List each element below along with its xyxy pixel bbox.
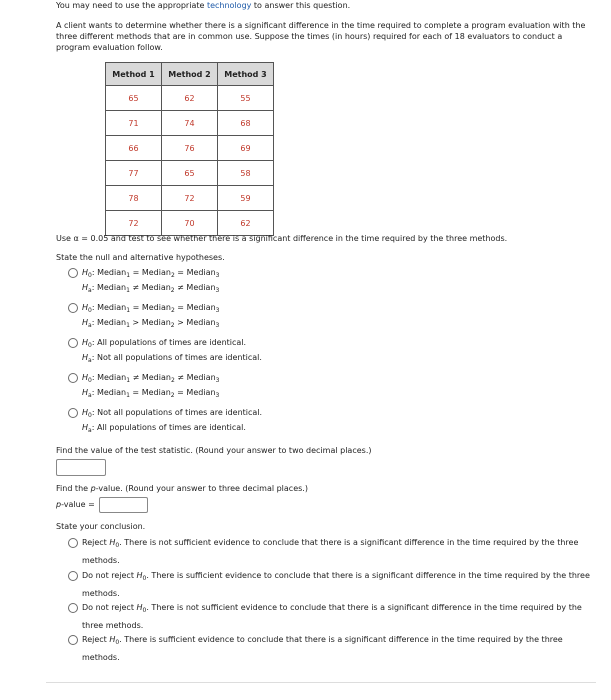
radio-button[interactable]: [68, 603, 78, 613]
table-cell: 55: [218, 86, 274, 111]
technology-note: You may need to use the appropriate technology to answer this question.: [56, 1, 351, 10]
radio-button[interactable]: [68, 373, 78, 383]
radio-button[interactable]: [68, 538, 78, 548]
table-cell: 76: [162, 136, 218, 161]
table-row: [106, 111, 274, 136]
table-cell: 65: [106, 86, 162, 111]
test-statistic-prompt: Find the value of the test statistic. (Round your answer to two decimal places.): [56, 446, 372, 455]
null-hypothesis: $H_0$: Median$_1$ = Median$_2$ = Median$_3$: [82, 268, 220, 279]
conclusion-text: Do not reject $H_0$. There is not sufficient evidence to conclude that there is a significant difference in the time required by the three methods.: [82, 603, 582, 630]
radio-button[interactable]: [68, 571, 78, 581]
alpha-instruction: Use α = 0.05 and test to see whether there is a significant difference in the time required by the three methods.: [56, 234, 508, 243]
table-cell: 70: [162, 211, 218, 236]
table-row: [106, 136, 274, 161]
table-cell: 62: [162, 86, 218, 111]
column-header: Method 3: [218, 63, 274, 86]
table-cell: 77: [106, 161, 162, 186]
hypotheses-prompt: State the null and alternative hypotheses.: [56, 253, 225, 262]
alternative-hypothesis: $H_a$: Median$_1$ > Median$_2$ > Median$_3$: [82, 318, 220, 329]
p-value-input[interactable]: [99, 497, 148, 513]
table-row: [106, 186, 274, 211]
null-hypothesis: $H_0$: Median$_1$ ≠ Median$_2$ ≠ Median$_3$: [82, 373, 220, 384]
radio-button[interactable]: [68, 338, 78, 348]
technology-link[interactable]: technology: [206, 1, 252, 10]
conclusion-text: Reject $H_0$. There is sufficient evidence to conclude that there is a significant difference in the time required by the three methods.: [82, 635, 563, 662]
table-cell: 72: [162, 186, 218, 211]
alternative-hypothesis: $H_a$: Median$_1$ = Median$_2$ = Median$_3$: [82, 388, 220, 399]
table-cell: 74: [162, 111, 218, 136]
table-cell: 59: [218, 186, 274, 211]
test-statistic-input[interactable]: [56, 459, 106, 476]
p-value-label: p-value =: [56, 500, 95, 509]
table-cell: 58: [218, 161, 274, 186]
radio-button[interactable]: [68, 635, 78, 645]
table-row: [106, 86, 274, 111]
table-cell: 66: [106, 136, 162, 161]
table-cell: 71: [106, 111, 162, 136]
divider: [46, 682, 596, 683]
radio-button[interactable]: [68, 408, 78, 418]
conclusion-text: Reject $H_0$. There is not sufficient evidence to conclude that there is a significant difference in the time required by the three methods.: [82, 538, 579, 565]
radio-button[interactable]: [68, 268, 78, 278]
table-cell: 78: [106, 186, 162, 211]
p-value-prompt: Find the p-value. (Round your answer to three decimal places.): [56, 484, 308, 493]
table-row: [106, 161, 274, 186]
alternative-hypothesis: $H_a$: Not all populations of times are identical.: [82, 353, 262, 364]
column-header: Method 1: [106, 63, 162, 86]
radio-button[interactable]: [68, 303, 78, 313]
null-hypothesis: $H_0$: All populations of times are identical.: [82, 338, 247, 349]
table-cell: 65: [162, 161, 218, 186]
null-hypothesis: $H_0$: Median$_1$ = Median$_2$ = Median$_3$: [82, 303, 220, 314]
table-cell: 62: [218, 211, 274, 236]
conclusion-prompt: State your conclusion.: [56, 522, 146, 531]
table-row: [106, 211, 274, 236]
table-cell: 68: [218, 111, 274, 136]
problem-intro: A client wants to determine whether there is a significant difference in the time required to complete a program evaluation with the three different methods that are in common use. Suppose the times (in hours) required for each of 18 evaluators to conduct a program evaluation follow.: [56, 21, 586, 52]
null-hypothesis: $H_0$: Not all populations of times are identical.: [82, 408, 263, 419]
conclusion-text: Do not reject $H_0$. There is sufficient evidence to conclude that there is a significant difference in the time required by the three methods.: [82, 571, 590, 598]
column-header: Method 2: [162, 63, 218, 86]
alternative-hypothesis: $H_a$: Median$_1$ ≠ Median$_2$ ≠ Median$_3$: [82, 283, 220, 294]
table-cell: 72: [106, 211, 162, 236]
data-table: [105, 62, 274, 236]
table-cell: 69: [218, 136, 274, 161]
alternative-hypothesis: $H_a$: All populations of times are identical.: [82, 423, 246, 434]
